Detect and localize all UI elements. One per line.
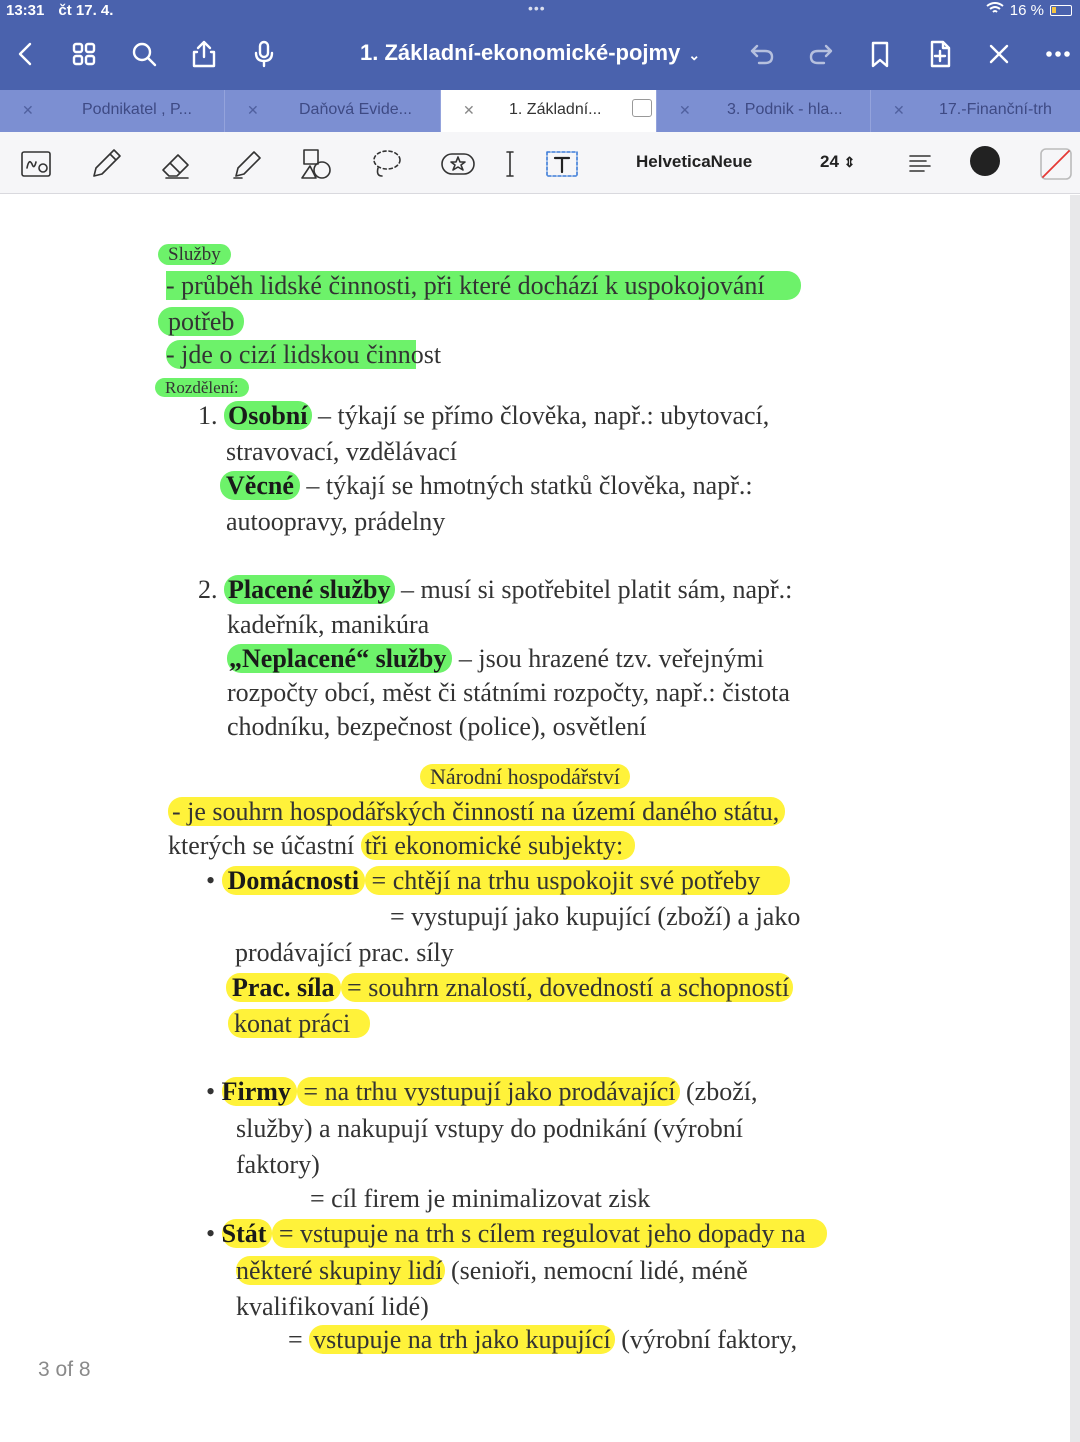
undo-icon[interactable]: [742, 34, 782, 74]
text-cursor-icon[interactable]: [500, 144, 520, 184]
font-size-value: 24: [820, 152, 839, 171]
list-item: „Neplacené“ služby – jsou hrazené tzv. veřejnými: [229, 644, 765, 673]
list-item: 1. Osobní – týkají se přímo člověka, např.: ubytovací,: [198, 401, 770, 430]
services-definition-line: - jde o cizí lidskou činnost: [166, 340, 442, 369]
list-item-continuation: kadeřník, manikúra: [227, 610, 430, 639]
annotation-toolbar: [0, 132, 1080, 194]
tab-danova-evidence[interactable]: [225, 90, 441, 132]
tab-close-icon[interactable]: ✕: [679, 102, 691, 118]
bullet-households: • Domácnosti = chtějí na trhu uspokojit své potřeby: [206, 866, 790, 896]
eraser-icon[interactable]: [156, 144, 196, 184]
tab-close-icon[interactable]: ✕: [893, 102, 905, 118]
multitask-dots-icon[interactable]: •••: [528, 0, 546, 16]
wifi-icon: [986, 2, 1004, 19]
national-economy-definition: kterých se účastní tři ekonomické subjekty:: [168, 831, 635, 861]
status-time: 13:31: [6, 1, 45, 19]
list-item-continuation: některé skupiny lidí (senioři, nemocní lidé, méně: [236, 1256, 748, 1285]
tab-close-icon[interactable]: ✕: [247, 102, 259, 118]
services-heading: Služby: [158, 244, 231, 266]
national-economy-heading: Národní hospodářství: [420, 764, 630, 790]
tab-label: 1. Základní...: [509, 101, 602, 118]
bullet-state: • Stát = vstupuje na trh s cílem regulovat jeho dopady na: [206, 1219, 827, 1249]
highlighter-icon[interactable]: [226, 144, 266, 184]
list-item-continuation: faktory): [236, 1150, 320, 1179]
list-item-continuation: prodávající prac. síly: [235, 938, 454, 967]
close-icon[interactable]: [979, 34, 1019, 74]
list-item-continuation: chodníku, bezpečnost (police), osvětlení: [227, 712, 647, 741]
list-item-continuation: = vstupuje na trh jako kupující (výrobní faktory,: [288, 1325, 798, 1354]
pen-icon[interactable]: [86, 144, 126, 184]
status-bar: [0, 0, 1080, 20]
tab-zakladni-pojmy[interactable]: [441, 90, 657, 132]
tab-podnikatel[interactable]: [0, 90, 225, 132]
battery-icon: [1050, 5, 1072, 16]
tab-label: 3. Podnik - hla...: [727, 101, 843, 118]
services-definition-line: - průběh lidské činnosti, při které dochází k uspokojování: [166, 271, 801, 301]
national-economy-definition: - je souhrn hospodářských činností na území daného státu,: [168, 797, 785, 827]
tab-financni-trh[interactable]: [871, 90, 1080, 132]
document-title-text: 1. Základní-ekonomické-pojmy: [360, 40, 681, 65]
text-align-icon[interactable]: [900, 144, 940, 184]
battery-percent: 16 %: [1009, 1, 1044, 19]
chevron-down-icon: ⌄: [688, 47, 701, 63]
tab-label: Podnikatel , P...: [82, 101, 192, 118]
more-icon[interactable]: [1038, 34, 1078, 74]
document-page[interactable]: [0, 195, 1080, 1442]
list-item-continuation: rozpočty obcí, měst či státními rozpočty, např.: čistota: [227, 678, 790, 707]
lasso-icon[interactable]: [366, 144, 406, 184]
division-label: Rozdělení:: [155, 378, 249, 398]
list-item-continuation: autoopravy, prádelny: [226, 507, 446, 536]
tab-close-icon[interactable]: ✕: [463, 102, 475, 118]
sticker-icon[interactable]: [436, 144, 480, 184]
services-definition-line: potřeb: [158, 307, 244, 337]
page-scroll-edge: [1070, 195, 1080, 1442]
add-page-icon[interactable]: [920, 34, 960, 74]
search-icon[interactable]: [124, 34, 164, 74]
list-item: 2. Placené služby – musí si spotřebitel platit sám, např.:: [198, 575, 793, 604]
document-title[interactable]: [360, 40, 700, 66]
list-item-continuation: služby) a nakupují vstupy do podnikání (výrobní: [236, 1114, 743, 1143]
grid-icon[interactable]: [64, 34, 104, 74]
tab-podnik-hla[interactable]: [657, 90, 871, 132]
font-size-selector[interactable]: [820, 152, 855, 172]
bullet-firms: • Firmy = na trhu vystupují jako prodávající (zboží,: [206, 1077, 758, 1106]
redo-icon[interactable]: [801, 34, 841, 74]
bookmark-icon[interactable]: [860, 34, 900, 74]
font-family-selector[interactable]: HelveticaNeue: [636, 152, 753, 171]
tab-label: 17.-Finanční-trh: [939, 101, 1052, 118]
document-tabs: [0, 90, 1080, 132]
tab-close-icon[interactable]: ✕: [22, 102, 34, 118]
background-color-icon[interactable]: [1036, 144, 1076, 184]
tab-label: Daňová Evide...: [299, 101, 412, 118]
status-date: čt 17. 4.: [58, 1, 114, 19]
shapes-icon[interactable]: [296, 144, 336, 184]
list-item: Věcné – týkají se hmotných statků člověka, např.:: [220, 471, 753, 501]
split-view-icon[interactable]: [632, 99, 652, 117]
labor-force-line: Prac. síla = souhrn znalostí, dovedností a schopností: [226, 973, 793, 1003]
list-item-continuation: = cíl firem je minimalizovat zisk: [310, 1184, 651, 1213]
page-counter: 3 of 8: [38, 1358, 91, 1381]
text-color-swatch[interactable]: [970, 146, 1000, 176]
mic-icon[interactable]: [244, 34, 284, 74]
list-item-continuation: stravovací, vzdělávací: [226, 437, 457, 466]
stepper-chevron-icon: ⇕: [843, 154, 856, 170]
navigation-bar: [0, 20, 1080, 90]
text-box-icon[interactable]: [542, 144, 582, 184]
labor-force-line: konat práci: [228, 1009, 370, 1039]
list-item-continuation: kvalifikovaní lidé): [236, 1292, 429, 1321]
handwriting-to-text-icon[interactable]: [16, 144, 56, 184]
share-icon[interactable]: [184, 34, 224, 74]
list-item-continuation: = vystupují jako kupující (zboží) a jako: [390, 902, 801, 931]
back-icon[interactable]: [6, 34, 46, 74]
